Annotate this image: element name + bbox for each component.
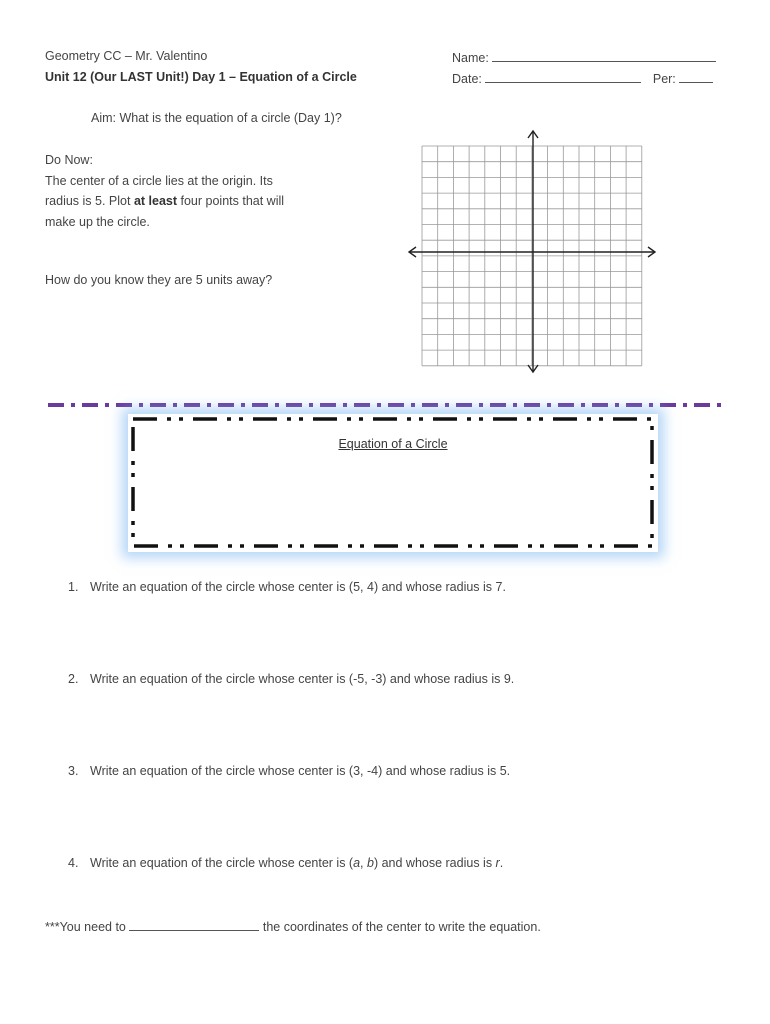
per-label: Per:	[652, 72, 676, 86]
do-now-line2	[45, 191, 305, 212]
question-text-end: .	[499, 856, 504, 870]
var-a: a	[353, 856, 361, 870]
question-text-pre: Write an equation of the circle whose center is (	[90, 856, 354, 870]
do-now-question: How do you know they are 5 units away?	[45, 273, 273, 287]
question-number: 4.	[68, 856, 79, 870]
name-field[interactable]	[452, 49, 716, 65]
unit-title: Unit 12 (Our LAST Unit!) Day 1 – Equation of a Circle	[45, 70, 357, 84]
do-now-emphasis: at least	[133, 194, 178, 208]
name-label: Name:	[452, 51, 489, 65]
aim-text: Aim: What is the equation of a circle (Day 1)?	[91, 111, 342, 125]
grid-lines	[422, 146, 642, 366]
question-2	[68, 672, 514, 686]
footer-note	[45, 918, 541, 934]
footer-post: the coordinates of the center to write the equation.	[262, 920, 541, 934]
do-now-line3: make up the circle.	[45, 214, 150, 229]
do-now-label: Do Now:	[45, 153, 93, 167]
question-number: 1.	[68, 580, 79, 594]
coordinate-grid[interactable]	[404, 128, 660, 376]
question-text: Write an equation of the circle whose center is (-5, -3) and whose radius is 9.	[90, 672, 515, 686]
date-field[interactable]	[452, 70, 713, 86]
section-divider	[48, 402, 724, 408]
question-4	[68, 856, 503, 870]
question-1	[68, 580, 506, 594]
equation-box[interactable]	[128, 414, 658, 552]
question-text: Write an equation of the circle whose center is (3, -4) and whose radius is 5.	[90, 764, 511, 778]
var-b: b	[367, 856, 374, 870]
footer-pre: ***You need to	[45, 920, 126, 934]
question-3	[68, 764, 510, 778]
footer-blank[interactable]	[129, 918, 259, 931]
equation-box-title: Equation of a Circle	[338, 437, 448, 451]
question-text-mid: ) and whose radius is	[373, 856, 496, 870]
question-number: 3.	[68, 764, 79, 778]
name-blank[interactable]	[492, 49, 716, 62]
question-text: Write an equation of the circle whose center is (5, 4) and whose radius is 7.	[90, 580, 506, 594]
course-title: Geometry CC – Mr. Valentino	[45, 49, 208, 63]
do-now-line2-pre: radius is 5. Plot	[45, 194, 134, 208]
do-now-block	[45, 150, 305, 232]
question-number: 2.	[68, 672, 79, 686]
separator: ,	[360, 856, 367, 870]
var-r: r	[495, 856, 500, 870]
per-blank[interactable]	[679, 70, 713, 83]
date-label: Date:	[452, 72, 482, 86]
do-now-line1: The center of a circle lies at the origin. Its	[45, 173, 273, 188]
equation-box-border	[128, 414, 658, 552]
date-blank[interactable]	[485, 70, 641, 83]
do-now-line2-post: four points that will	[177, 194, 285, 208]
